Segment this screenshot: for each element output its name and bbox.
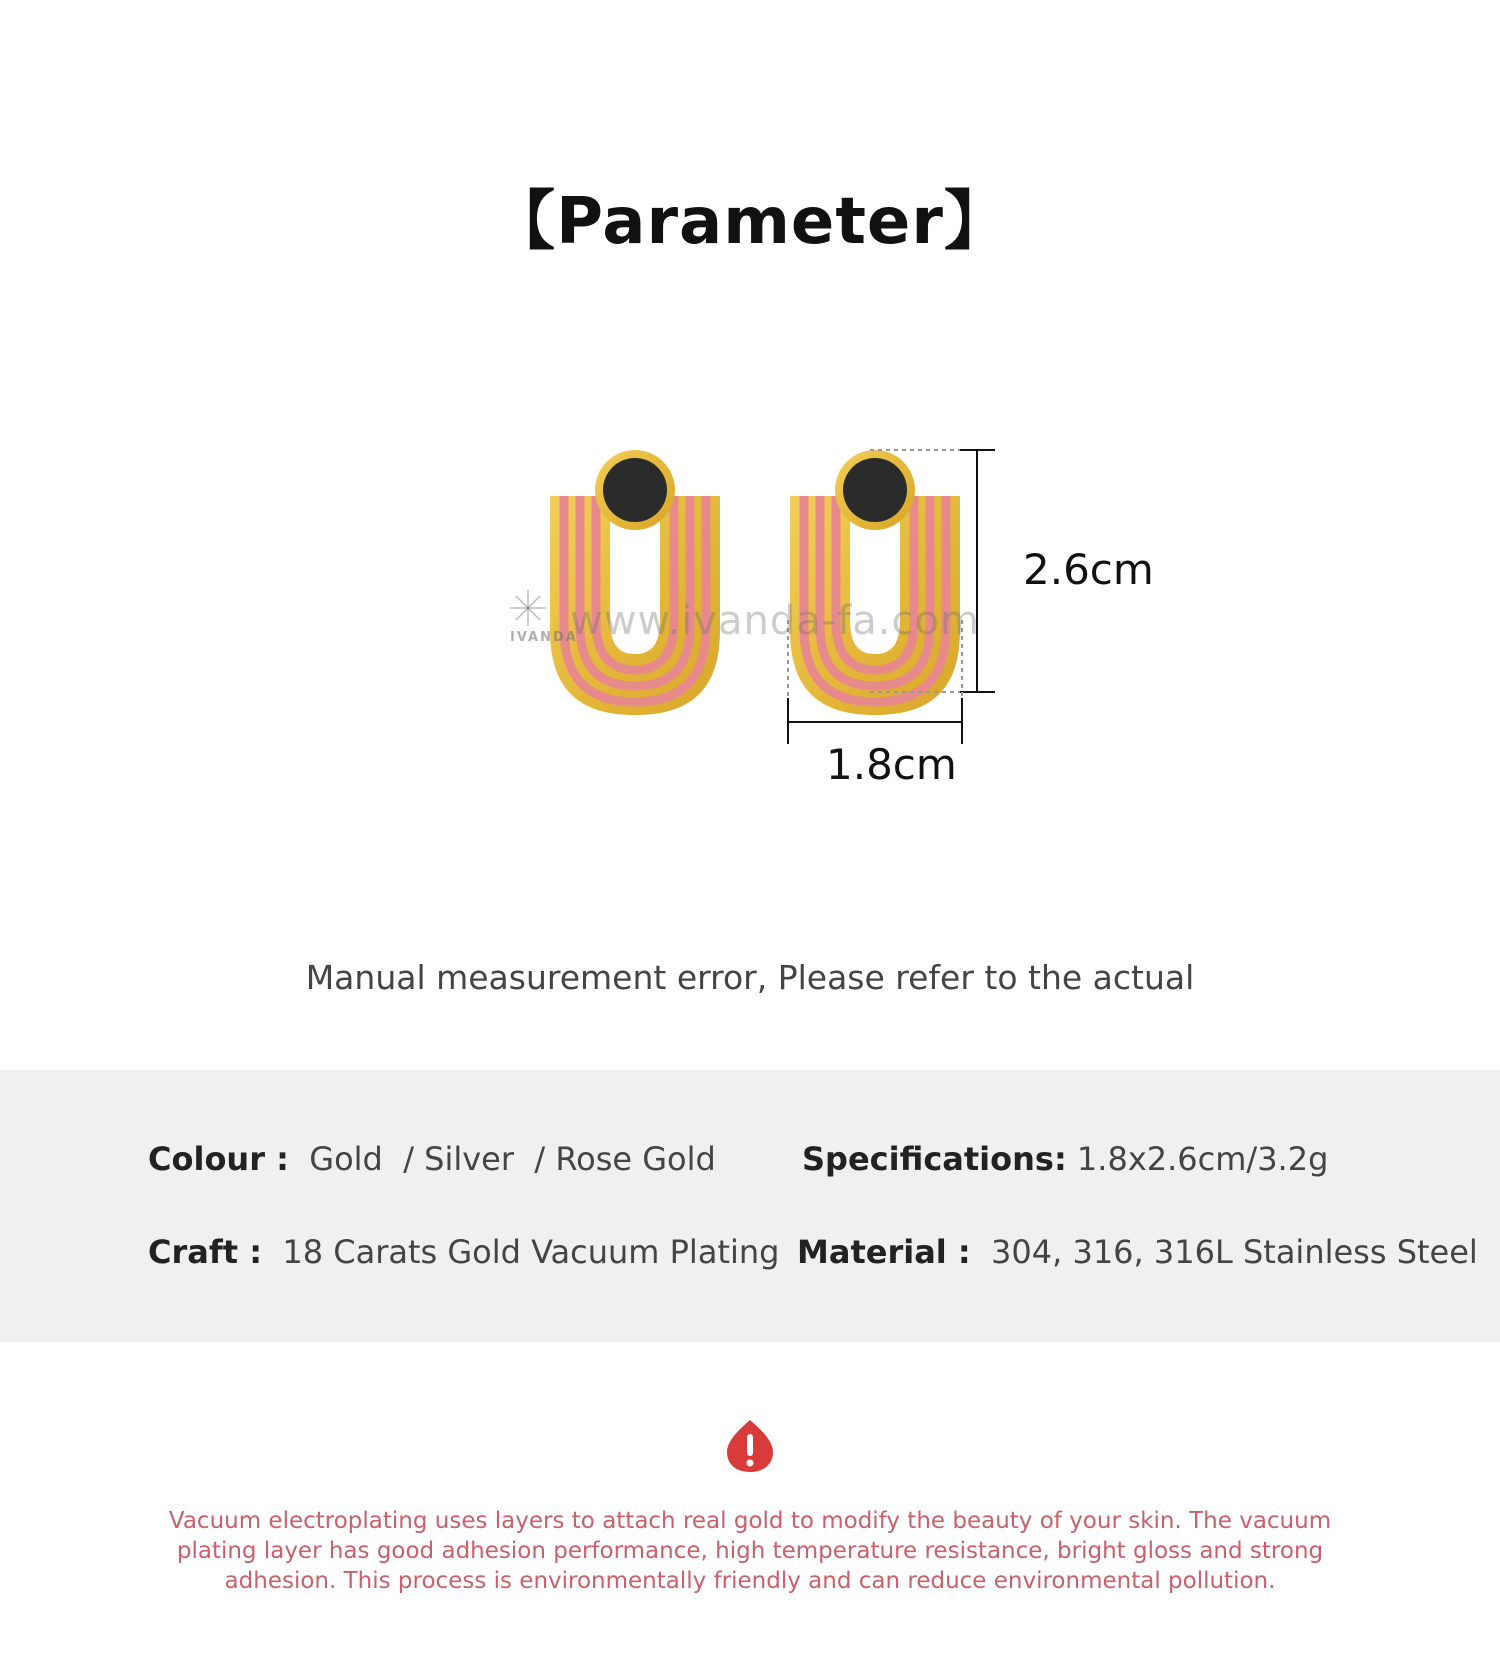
spec-colour: [148, 1140, 716, 1178]
watermark-star-icon: [508, 588, 548, 628]
spec-material: [797, 1233, 1478, 1271]
watermark-brand: IVANDA: [510, 630, 578, 645]
right-earring: [790, 450, 960, 715]
exclamation-drop-icon: [725, 1418, 775, 1474]
spec-specifications: [802, 1140, 1328, 1178]
spec-colour-value: Gold / Silver / Rose Gold: [309, 1140, 716, 1178]
height-label: 2.6cm: [1023, 545, 1154, 594]
watermark-url: www.ivanda-fa.com: [570, 598, 980, 644]
measurement-note: Manual measurement error, Please refer to the actual: [305, 958, 1195, 997]
spec-material-key: Material :: [797, 1233, 971, 1271]
disclaimer-text: Vacuum electroplating uses layers to attach real gold to modify the beauty of your skin. The vacuum plating layer has good adhesion performance, high temperature resistance, bright gloss and strong adhesion. This process is environmentally friendly and can reduce environmental pollution.: [168, 1508, 1332, 1594]
spec-specifications-value: 1.8x2.6cm/3.2g: [1076, 1140, 1329, 1178]
left-earring: [550, 450, 720, 715]
spec-panel: [0, 1070, 1500, 1342]
width-label: 1.8cm: [826, 740, 957, 789]
spec-colour-key: Colour :: [148, 1140, 289, 1178]
spec-specifications-key: Specifications:: [802, 1140, 1067, 1178]
spec-craft: [148, 1233, 779, 1271]
spec-craft-value: 18 Carats Gold Vacuum Plating: [282, 1233, 780, 1271]
page-title: 【Parameter】: [491, 185, 1009, 259]
spec-craft-key: Craft :: [148, 1233, 263, 1271]
spec-material-value: 304, 316, 316L Stainless Steel: [991, 1233, 1478, 1271]
